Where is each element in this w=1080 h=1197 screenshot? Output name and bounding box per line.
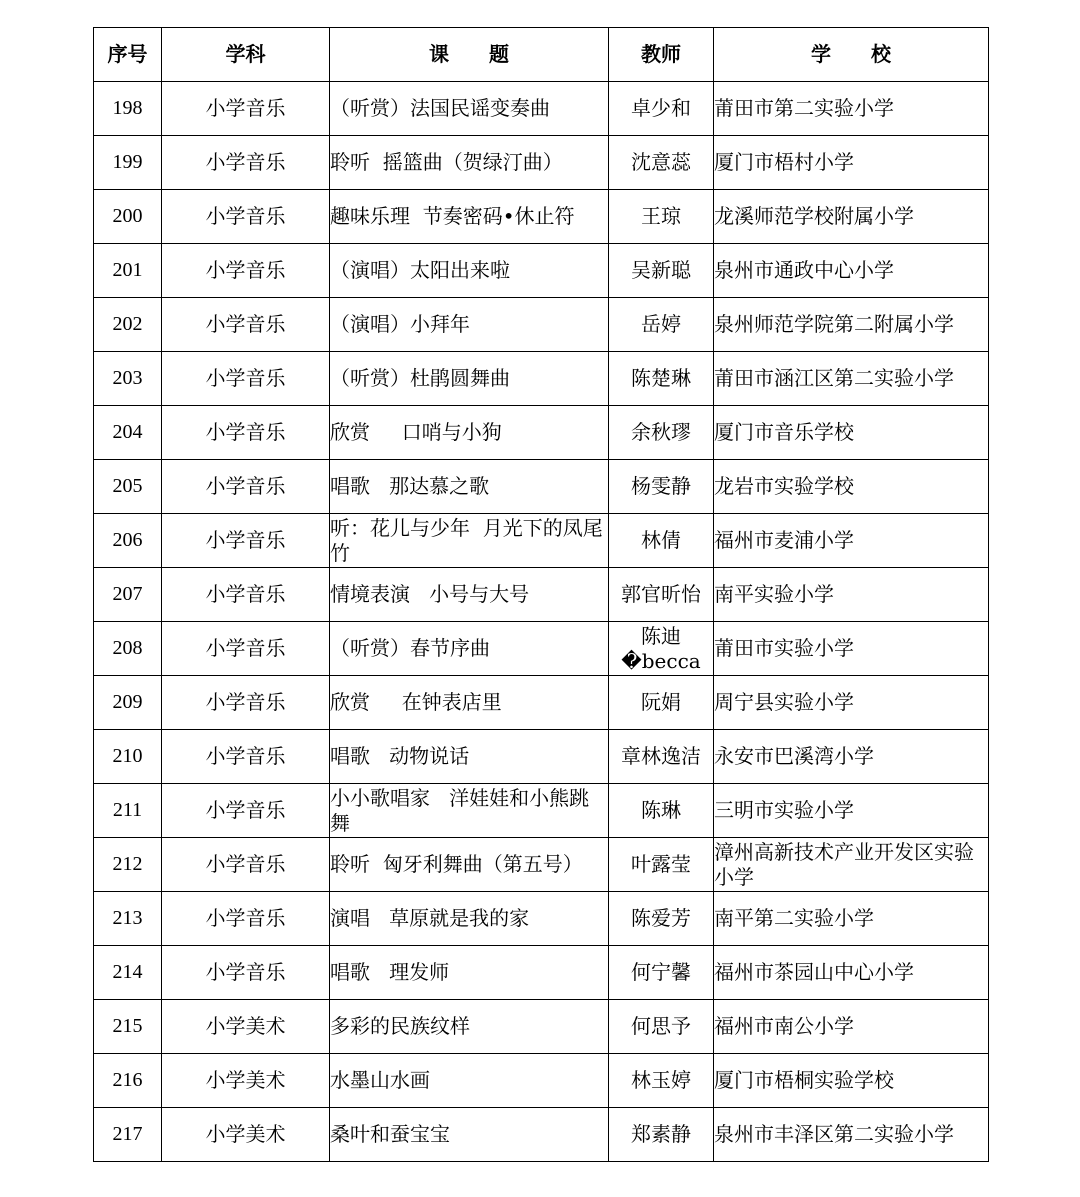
cell-school: 厦门市音乐学校	[714, 406, 989, 460]
cell-num: 215	[94, 1000, 162, 1054]
cell-subject: 小学音乐	[162, 946, 330, 1000]
cell-subject: 小学音乐	[162, 244, 330, 298]
cell-topic: 小小歌唱家 洋娃娃和小熊跳舞	[330, 784, 609, 838]
cell-num: 205	[94, 460, 162, 514]
cell-school: 福州市南公小学	[714, 1000, 989, 1054]
cell-teacher: 吴新聪	[609, 244, 714, 298]
cell-subject: 小学音乐	[162, 838, 330, 892]
cell-topic: 水墨山水画	[330, 1054, 609, 1108]
cell-topic: （演唱）小拜年	[330, 298, 609, 352]
cell-subject: 小学音乐	[162, 298, 330, 352]
cell-topic: 多彩的民族纹样	[330, 1000, 609, 1054]
table-row	[94, 730, 989, 784]
cell-topic: 唱歌 动物说话	[330, 730, 609, 784]
cell-teacher: 何宁馨	[609, 946, 714, 1000]
cell-school: 泉州市丰泽区第二实验小学	[714, 1108, 989, 1162]
cell-subject: 小学音乐	[162, 676, 330, 730]
table-row	[94, 568, 989, 622]
cell-teacher: 余秋璆	[609, 406, 714, 460]
cell-num: 201	[94, 244, 162, 298]
cell-teacher: 沈意蕊	[609, 136, 714, 190]
cell-teacher: 郭官昕怡	[609, 568, 714, 622]
table-row	[94, 1054, 989, 1108]
cell-teacher: 王琼	[609, 190, 714, 244]
cell-num: 210	[94, 730, 162, 784]
table-row	[94, 514, 989, 568]
course-roster-table	[93, 27, 989, 1162]
table-row	[94, 352, 989, 406]
cell-school: 周宁县实验小学	[714, 676, 989, 730]
cell-teacher: 郑素静	[609, 1108, 714, 1162]
table-row	[94, 1000, 989, 1054]
cell-school: 福州市麦浦小学	[714, 514, 989, 568]
cell-school: 南平第二实验小学	[714, 892, 989, 946]
cell-subject: 小学音乐	[162, 136, 330, 190]
cell-num: 199	[94, 136, 162, 190]
cell-subject: 小学音乐	[162, 460, 330, 514]
cell-teacher: 陈楚琳	[609, 352, 714, 406]
cell-num: 204	[94, 406, 162, 460]
cell-school: 泉州师范学院第二附属小学	[714, 298, 989, 352]
cell-school: 莆田市涵江区第二实验小学	[714, 352, 989, 406]
cell-topic: 情境表演 小号与大号	[330, 568, 609, 622]
cell-num: 202	[94, 298, 162, 352]
header-school: 学 校	[714, 28, 989, 82]
cell-num: 212	[94, 838, 162, 892]
cell-teacher: 何思予	[609, 1000, 714, 1054]
cell-subject: 小学音乐	[162, 892, 330, 946]
table-row	[94, 406, 989, 460]
cell-num: 211	[94, 784, 162, 838]
cell-num: 206	[94, 514, 162, 568]
cell-teacher: 林倩	[609, 514, 714, 568]
cell-topic: 欣赏 在钟表店里	[330, 676, 609, 730]
cell-teacher: 卓少和	[609, 82, 714, 136]
cell-topic: 欣赏 口哨与小狗	[330, 406, 609, 460]
cell-num: 207	[94, 568, 162, 622]
header-topic: 课 题	[330, 28, 609, 82]
cell-num: 198	[94, 82, 162, 136]
header-teacher: 教师	[609, 28, 714, 82]
cell-num: 209	[94, 676, 162, 730]
cell-subject: 小学音乐	[162, 514, 330, 568]
cell-num: 217	[94, 1108, 162, 1162]
cell-subject: 小学音乐	[162, 622, 330, 676]
cell-subject: 小学美术	[162, 1000, 330, 1054]
cell-subject: 小学音乐	[162, 352, 330, 406]
cell-school: 永安市巴溪湾小学	[714, 730, 989, 784]
cell-school: 龙岩市实验学校	[714, 460, 989, 514]
cell-topic: 聆听 匈牙利舞曲（第五号）	[330, 838, 609, 892]
cell-school: 龙溪师范学校附属小学	[714, 190, 989, 244]
cell-teacher: 林玉婷	[609, 1054, 714, 1108]
cell-num: 208	[94, 622, 162, 676]
cell-teacher: 陈琳	[609, 784, 714, 838]
cell-school: 厦门市梧桐实验学校	[714, 1054, 989, 1108]
table-row	[94, 1108, 989, 1162]
cell-school: 南平实验小学	[714, 568, 989, 622]
cell-topic: 演唱 草原就是我的家	[330, 892, 609, 946]
header-subject: 学科	[162, 28, 330, 82]
cell-num: 200	[94, 190, 162, 244]
cell-teacher: 陈爱芳	[609, 892, 714, 946]
cell-teacher: 陈迪�becca	[609, 622, 714, 676]
cell-subject: 小学音乐	[162, 82, 330, 136]
cell-topic: （听赏）杜鹃圆舞曲	[330, 352, 609, 406]
cell-teacher: 岳婷	[609, 298, 714, 352]
table-row	[94, 676, 989, 730]
cell-topic: 听：花儿与少年 月光下的凤尾竹	[330, 514, 609, 568]
cell-subject: 小学音乐	[162, 568, 330, 622]
cell-num: 203	[94, 352, 162, 406]
table-row	[94, 892, 989, 946]
table-row	[94, 82, 989, 136]
table-row	[94, 622, 989, 676]
cell-subject: 小学音乐	[162, 730, 330, 784]
cell-subject: 小学美术	[162, 1108, 330, 1162]
table-row	[94, 838, 989, 892]
table-header-row	[94, 28, 989, 82]
cell-teacher: 叶露莹	[609, 838, 714, 892]
cell-school: 厦门市梧村小学	[714, 136, 989, 190]
cell-topic: 唱歌 理发师	[330, 946, 609, 1000]
cell-subject: 小学音乐	[162, 190, 330, 244]
cell-num: 216	[94, 1054, 162, 1108]
cell-topic: （听赏）春节序曲	[330, 622, 609, 676]
cell-topic: （听赏）法国民谣变奏曲	[330, 82, 609, 136]
cell-teacher: 杨雯静	[609, 460, 714, 514]
cell-teacher: 章林逸洁	[609, 730, 714, 784]
cell-school: 莆田市第二实验小学	[714, 82, 989, 136]
cell-topic: 唱歌 那达慕之歌	[330, 460, 609, 514]
cell-num: 214	[94, 946, 162, 1000]
cell-school: 福州市茶园山中心小学	[714, 946, 989, 1000]
table-body	[94, 82, 989, 1162]
cell-school: 三明市实验小学	[714, 784, 989, 838]
table-row	[94, 244, 989, 298]
cell-topic: （演唱）太阳出来啦	[330, 244, 609, 298]
cell-subject: 小学音乐	[162, 406, 330, 460]
cell-subject: 小学美术	[162, 1054, 330, 1108]
cell-topic: 桑叶和蚕宝宝	[330, 1108, 609, 1162]
table-row	[94, 784, 989, 838]
cell-subject: 小学音乐	[162, 784, 330, 838]
table-row	[94, 190, 989, 244]
table-row	[94, 298, 989, 352]
cell-teacher: 阮娟	[609, 676, 714, 730]
table-row	[94, 946, 989, 1000]
cell-school: 莆田市实验小学	[714, 622, 989, 676]
cell-num: 213	[94, 892, 162, 946]
cell-school: 泉州市通政中心小学	[714, 244, 989, 298]
table-row	[94, 136, 989, 190]
cell-school: 漳州高新技术产业开发区实验小学	[714, 838, 989, 892]
header-num: 序号	[94, 28, 162, 82]
cell-topic: 聆听 摇篮曲（贺绿汀曲）	[330, 136, 609, 190]
table-row	[94, 460, 989, 514]
cell-topic: 趣味乐理 节奏密码•休止符	[330, 190, 609, 244]
